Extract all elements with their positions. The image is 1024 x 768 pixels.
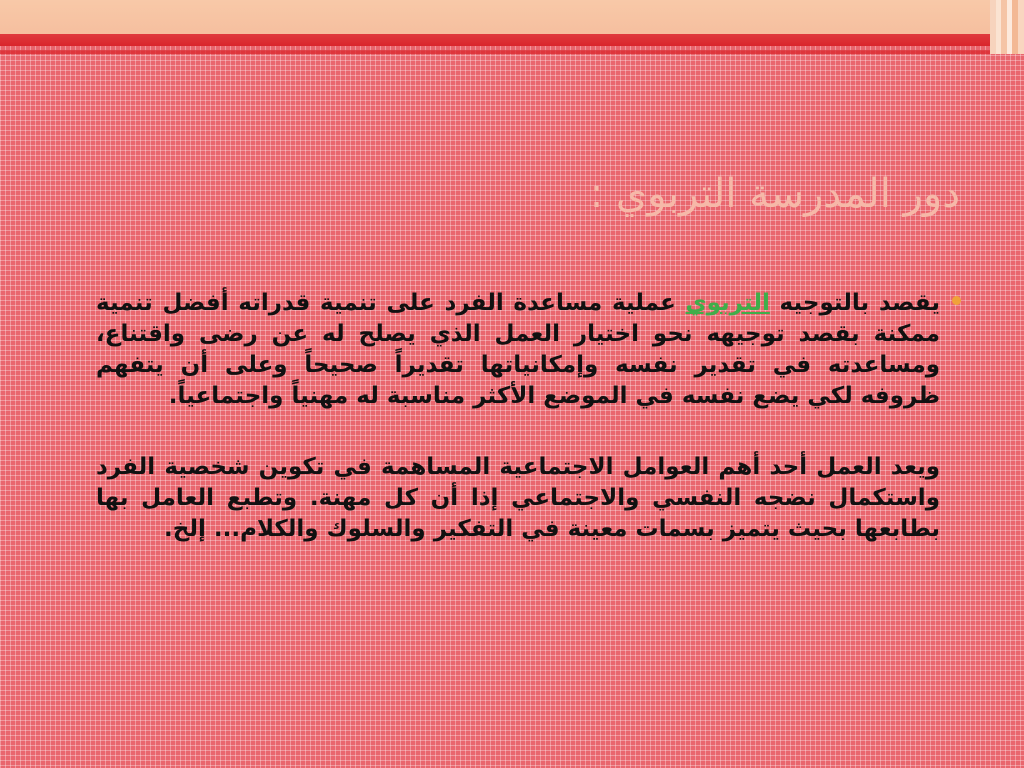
header-red-band (0, 34, 1024, 46)
paragraph-2: ويعد العمل أحد أهم العوامل الاجتماعية المساهمة في تكوين شخصية الفرد واستكمال نضجه النفسي والاجتماعي إذا أن كل مهنة. وتطبع العامل بها بطابعها بحيث يتميز بسمات معينة في التفكير والسلوك والكلام... إلخ. (96, 454, 940, 542)
paragraph-1-start: يقصد بالتوجيه (769, 290, 940, 316)
slide-body (96, 288, 940, 585)
tarbawi-link[interactable]: التربوي (685, 290, 770, 316)
header-band (0, 0, 1024, 34)
paragraph-1-rest: عملية مساعدة الفرد على تنمية قدراته أفضل تنمية ممكنة بقصد توجيهه نحو اختيار العمل الذي يصلح له عن رضى واقتناع، ومساعدته في تقدير نفسه وإمكانياتها تقديراً صحيحاً وعلى أن يتفهم ظروفه لكي يضع نفسه في الموضع الأكثر مناسبة له مهنياً واجتماعياً. (96, 290, 940, 409)
header-corner-stripes (990, 0, 1024, 54)
header-red-line (0, 50, 1024, 54)
slide-title: دور المدرسة التربوي : (589, 171, 960, 217)
paragraph-1 (96, 288, 940, 412)
bullet-icon (952, 296, 961, 305)
